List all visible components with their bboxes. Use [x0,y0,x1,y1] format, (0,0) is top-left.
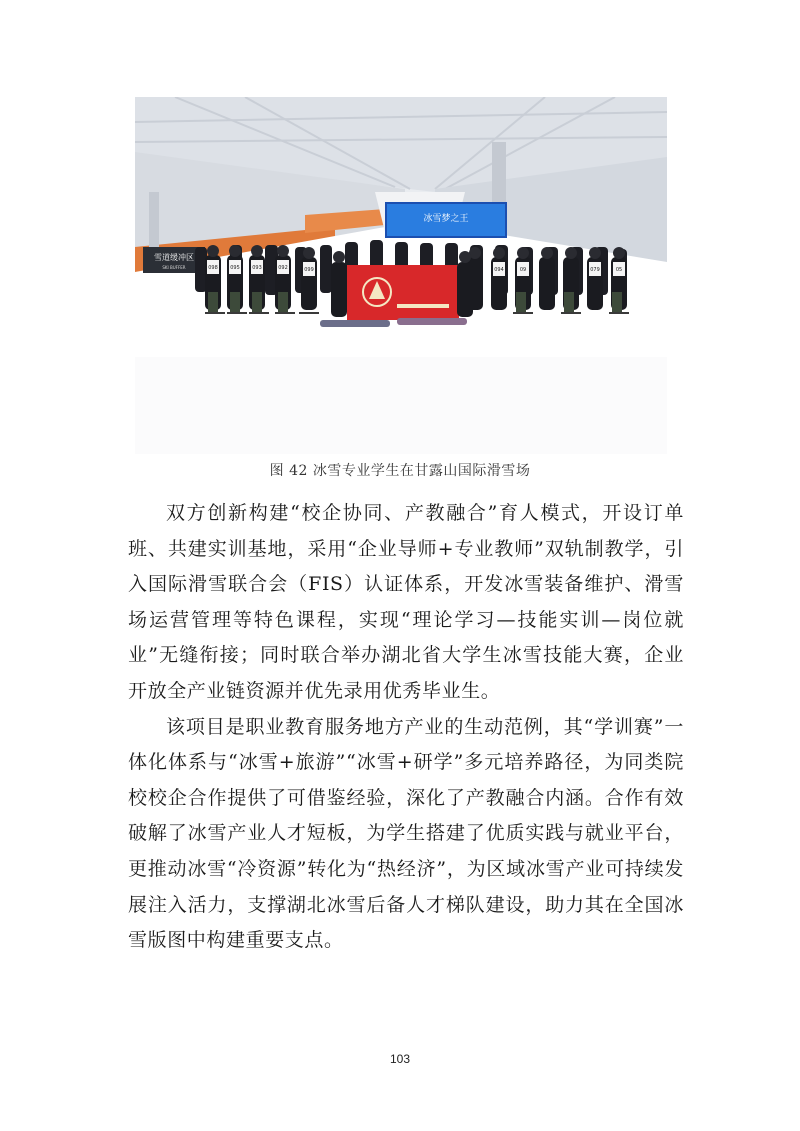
page-number: 103 [389,1052,411,1066]
ski-group-photo [135,97,667,454]
bib-number: 09 [519,267,527,273]
sign-left-subtext: SKI BUFFER [162,265,186,270]
bib-number: 093 [252,265,262,271]
bib-number: 095 [230,265,240,271]
bib-number: 05 [615,267,623,273]
paragraph: 该项目是职业教育服务地方产业的生动范例，其“学训赛”一体化体系与“冰雪+旅游”“冰雪+研学”多元培养路径，为同类院校校企合作提供了可借鉴经验，深化了产教融合内涵。合作有效破解了冰雪产业人才短板，为学生搭建了优质实践与就业平台，更推动冰雪“冷资源”转化为“热经济”，为区域冰雪产业可持续发展注入活力，支撑湖北冰雪后备人才梯队建设，助力其在全国冰雪版图中构建重要支点。 [128,715,684,952]
sign-left-text: 雪道缓冲区 [154,253,194,262]
figure-caption: 图 42 冰雪专业学生在甘露山国际滑雪场 [269,463,531,479]
paragraph: 双方创新构建“校企协同、产教融合”育人模式，开设订单班、共建实训基地，采用“企业导师+专业教师”双轨制教学，引入国际滑雪联合会（FIS）认证体系，开发冰雪装备维护、滑雪场运营管理等特色课程，实现“理论学习—技能实训—岗位就业”无缝衔接；同时联合举办湖北省大学生冰雪技能大赛，企业开放全产业链资源并优先录用优秀毕业生。 [128,502,684,702]
bib-number: 094 [494,267,504,273]
body-text [128,496,684,959]
bib-number: 079 [590,267,600,273]
bib-number: 098 [208,265,218,271]
screen-text: 冰雪梦之王 [423,214,469,224]
bib-number: 092 [278,265,288,271]
bib-number: 099 [304,267,314,273]
